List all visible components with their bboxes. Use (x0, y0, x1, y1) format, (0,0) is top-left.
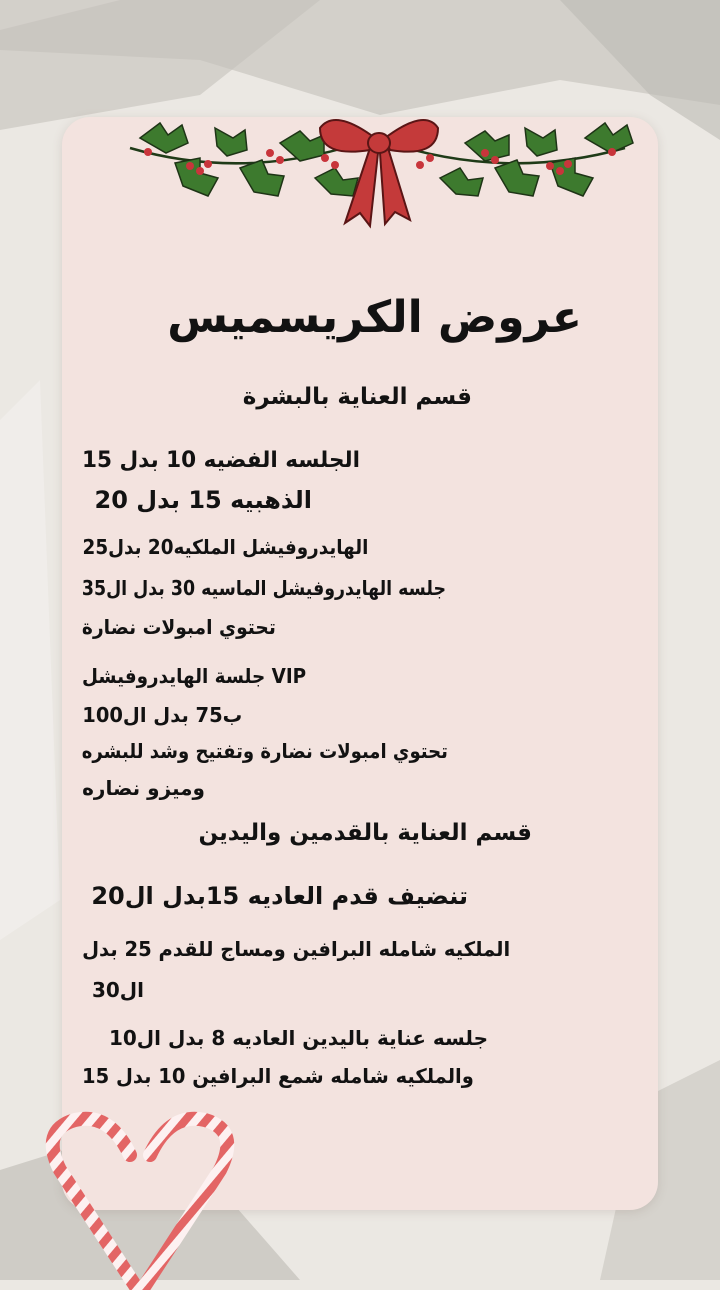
page-title: عروض الكريسميس (167, 292, 582, 343)
hands-feet-offer-line: تنضيف قدم العاديه 15بدل ال20 (91, 882, 468, 910)
skin-offer-line: جلسه الهايدروفيشل الماسيه 30 بدل ال35 (81, 576, 446, 600)
skin-offer-line: وميزو نضاره (82, 776, 205, 800)
hands-feet-offer-line: ال30 (91, 978, 144, 1002)
holly-garland-icon (120, 108, 640, 238)
skin-offer-line: تحتوي امبولات نضارة وتفتيح وشد للبشره (81, 739, 448, 763)
skin-offer-line: تحتوي امبولات نضارة (82, 615, 276, 639)
skin-offer-line: الهايدروفيشل الملكيه20 بدل25 (82, 535, 368, 559)
skin-section-heading: قسم العناية بالبشرة (242, 384, 472, 410)
skin-offer-line: الجلسه الفضيه 10 بدل 15 (81, 448, 360, 473)
candy-cane-heart-icon (30, 1100, 250, 1290)
hands-feet-offer-line: الملكيه شامله البرافين ومساج للقدم 25 بدل (81, 937, 510, 961)
hands-feet-offer-line: جلسه عناية باليدين العاديه 8 بدل ال10 (108, 1026, 488, 1050)
hands-feet-section-heading: قسم العناية بالقدمين واليدين (198, 820, 532, 846)
hands-feet-offer-line: والملكيه شامله شمع البرافين 10 بدل 15 (82, 1064, 474, 1088)
skin-offer-line: VIP جلسة الهايدروفيشل (81, 664, 306, 688)
skin-offer-line: ب75 بدل ال100 (82, 703, 242, 727)
skin-offer-line: الذهبيه 15 بدل 20 (94, 486, 312, 514)
